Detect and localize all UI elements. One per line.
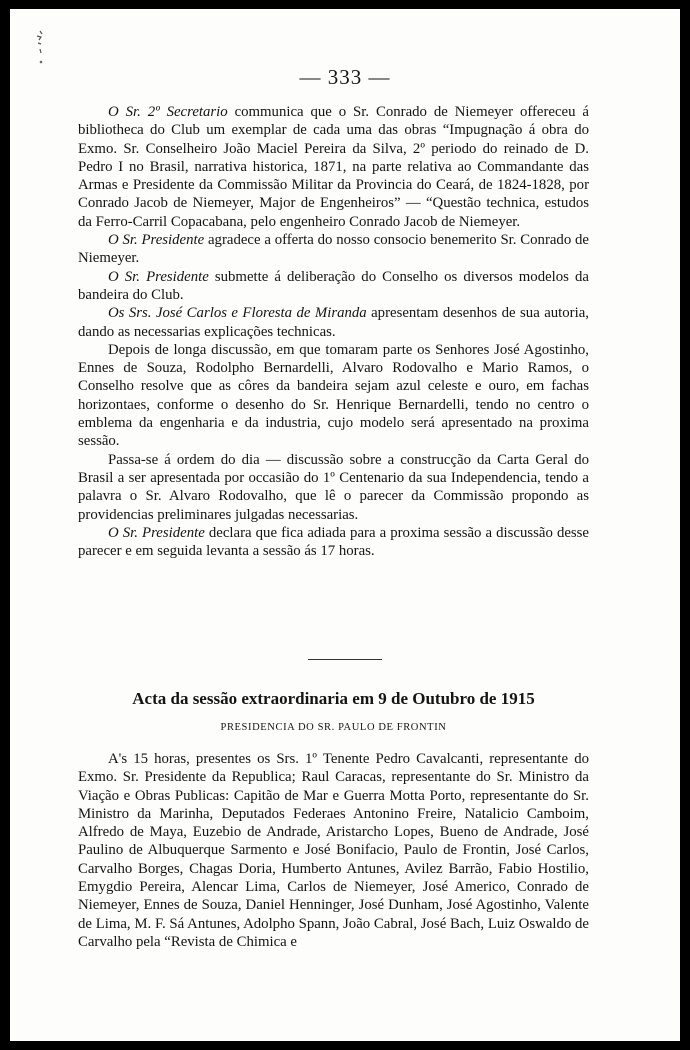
paragraph: O Sr. Presidente agradece a offerta do nosso consocio benemerito Sr. Conrado de Niemeyer.: [78, 232, 589, 267]
paragraph: Os Srs. José Carlos e Floresta de Miranda apresentam desenhos de sua autoria, dando as necessarias explicações technicas.: [78, 305, 589, 340]
section-heading: Acta da sessão extraordinaria em 9 de Outubro de 1915: [132, 689, 535, 708]
paragraph: A's 15 horas, presentes os Srs. 1º Tenente Pedro Cavalcanti, representante do Exmo. Sr. Presidente da Republica; Raul Caracas, representante do Sr. Ministro da Viação e Obras Publicas: Capitão de Mar e Guerra Motta Porto, representante do Sr. Ministro da Marinha, Deputados Federaes Antonino Freire, Natalicio Camboim, Alfredo de Maya, Euzebio de Andrade, Aristarcho Lopes, Bueno de Andrade, José Paulino de Albuquerque Sarmento e José Bonifacio, Paulo de Frontin, José Carlos, Carvalho Borges, Chagas Doria, Humberto Antunes, Avilez Barrão, Fabio Hostilio, Emygdio Pereira, Alencar Lima, Carlos de Niemeyer, José Americo, Conrado de Niemeyer, Ennes de Souza, Daniel Henninger, José Dunham, José Agostinho, Valente de Lima, M. F. Sá Antunes, Adolpho Spann, João Cabral, José Bach, Luiz Oswaldo de Carvalho pela “Revista de Chimica e: [78, 751, 589, 950]
speaker: O Sr. Presidente: [108, 524, 205, 541]
paragraph: O Sr. 2º Secretario communica que o Sr. Conrado de Niemeyer offereceu á bibliotheca do Club um exemplar de cada uma das obras “Impugnação á obra do Exmo. Sr. Conselheiro João Maciel Pereira da Silva, 2º periodo do reinado de D. Pedro I no Brasil, narrativa historica, 1871, na parte relativa ao Commandante das Armas e Presidente da Commissão Militar da Provincia do Ceará, de 1824-1828, por Conrado Jacob de Niemeyer, Major de Engenheiros” — “Questão technica, estudos da Ferro-Carril Copacabana, pelo engenheiro Conrado Jacob de Niemeyer.: [78, 104, 589, 230]
paragraph: Passa-se á ordem do dia — discussão sobre a construcção da Carta Geral do Brasil a ser apresentada por occasião do 1º Centenario da sua Independencia, tendo a palavra o Sr. Alvaro Rodovalho, que lê o parecer da Commissão propondo as providencias preliminares julgadas necessarias.: [78, 451, 589, 523]
speaker: Os Srs. José Carlos e Floresta de Miranda: [108, 305, 367, 322]
document-page: [10, 9, 680, 1041]
presidency-line: PRESIDENCIA DO SR. PAULO DE FRONTIN: [220, 722, 447, 733]
speaker: O Sr. Presidente: [108, 268, 209, 285]
minutes-text: [78, 103, 589, 560]
ink-smudge-mark: [28, 27, 50, 67]
paragraph: Depois de longa discussão, em que tomaram parte os Senhores José Agostinho, Ennes de Souza, Rodolpho Bernardelli, Alvaro Rodovalho e Mario Ramos, o Conselho resolve que as côres da bandeira sejam azul celeste e ouro, em fachas horizontaes, conforme o desenho do Sr. Henrique Bernardelli, tendo no centro o emblema da engenharia e da industria, cujo modelo será apresentado na proxima sessão.: [78, 341, 589, 450]
speaker: O Sr. Presidente: [108, 232, 205, 249]
section-divider: [308, 659, 382, 660]
paragraph: O Sr. Presidente declara que fica adiada para a proxima sessão a discussão desse parecer e em seguida levanta a sessão ás 17 horas.: [78, 524, 590, 560]
page-number: — 333 —: [299, 65, 391, 89]
session-text: [78, 750, 589, 951]
paragraph: O Sr. Presidente submette á deliberação do Conselho os diversos modelos da bandeira do Club.: [78, 268, 589, 303]
speaker: O Sr. 2º Secretario: [108, 104, 228, 120]
